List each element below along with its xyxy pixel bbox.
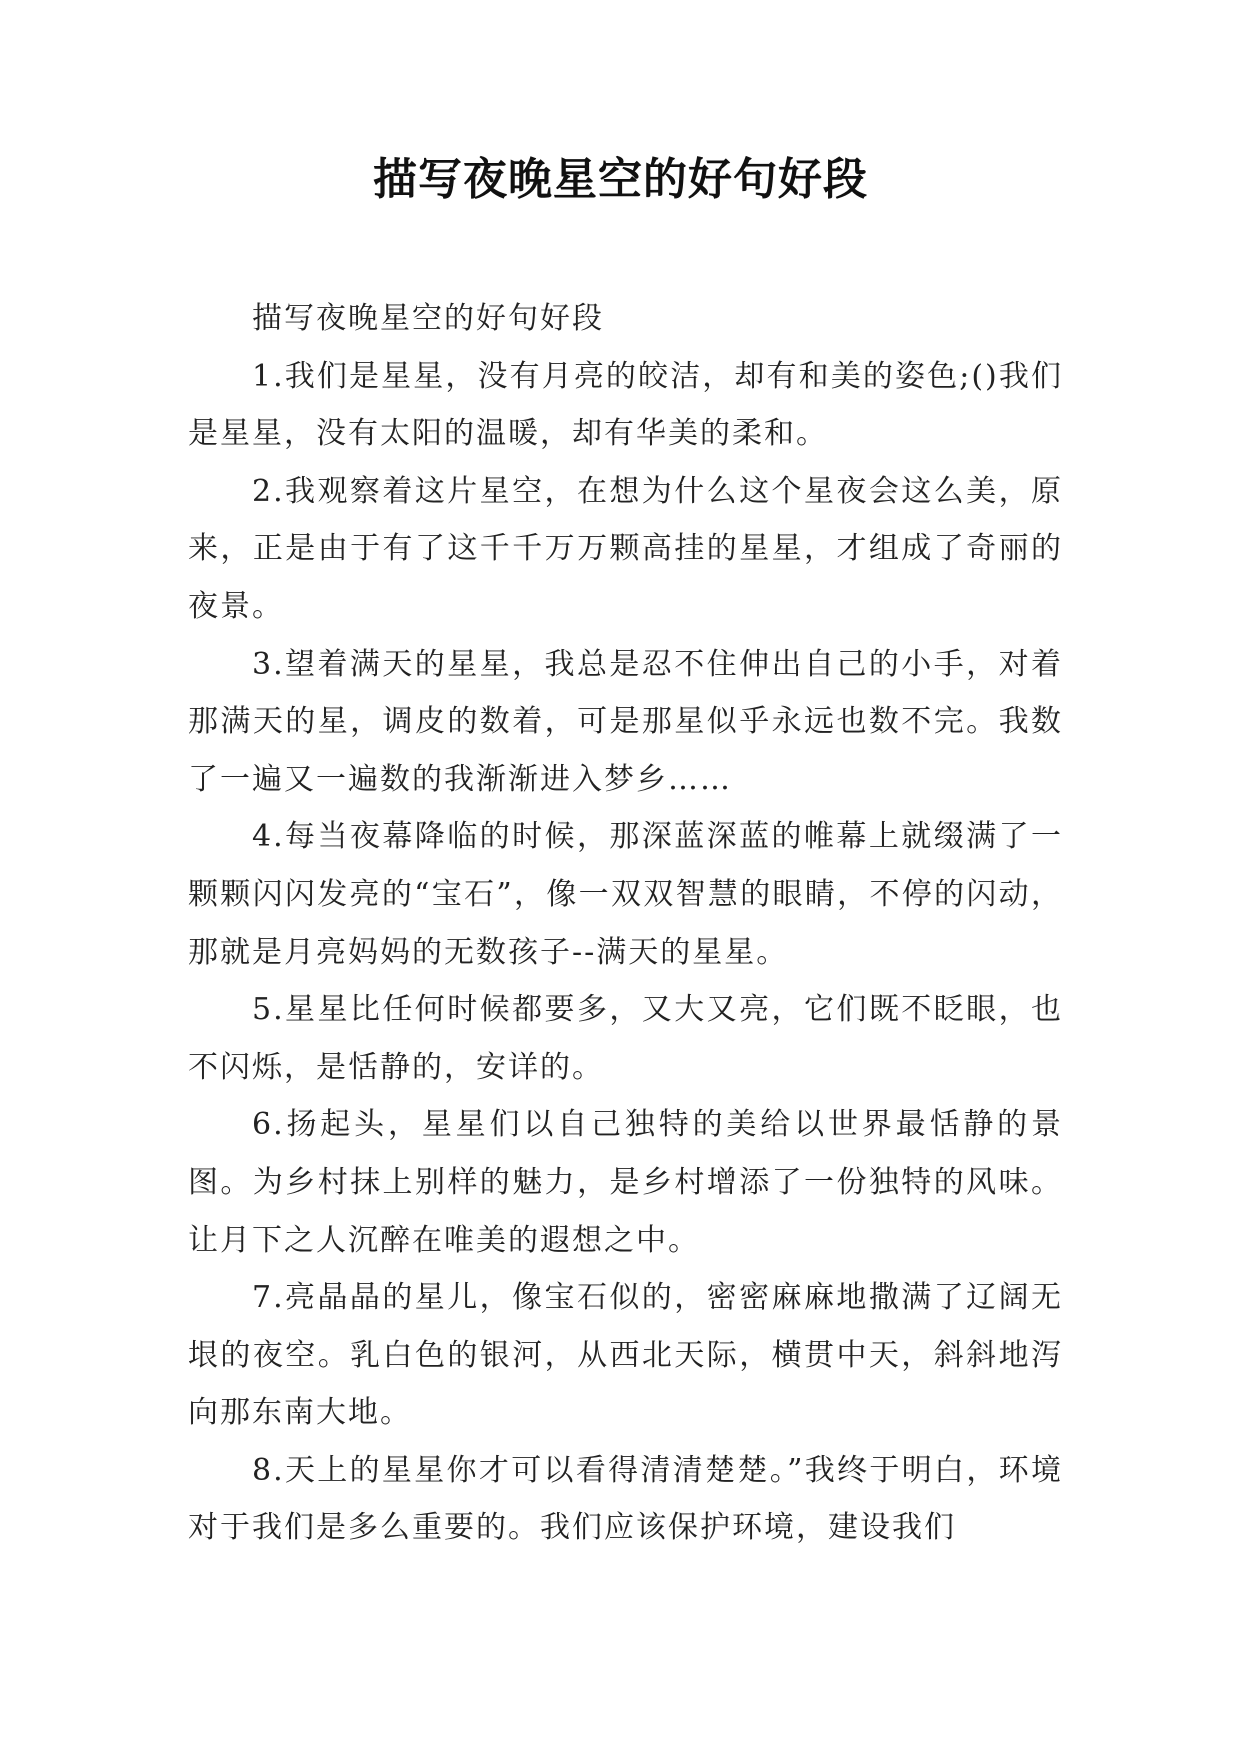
document-body <box>188 290 1063 1557</box>
paragraph-item-8: 8.天上的星星你才可以看得清清楚楚。”我终于明白，环境对于我们是多么重要的。我们应该保护环境，建设我们 <box>188 1452 1063 1546</box>
paragraph-item-6: 6.扬起头，星星们以自己独特的美给以世界最恬静的景图。为乡村抹上别样的魅力，是乡村增添了一份独特的风味。让月下之人沉醉在唯美的遐想之中。 <box>188 1107 1063 1258</box>
paragraph-item-2: 2.我观察着这片星空，在想为什么这个星夜会这么美，原来，正是由于有了这千千万万颗高挂的星星，才组成了奇丽的夜景。 <box>188 473 1063 624</box>
paragraph-item-3: 3.望着满天的星星，我总是忍不住伸出自己的小手，对着那满天的星，调皮的数着，可是那星似乎永远也数不完。我数了一遍又一遍数的我渐渐进入梦乡…… <box>188 646 1063 797</box>
paragraph-item-5: 5.星星比任何时候都要多，又大又亮，它们既不眨眼，也不闪烁，是恬静的，安详的。 <box>188 992 1063 1085</box>
paragraph-item-4: 4.每当夜幕降临的时候，那深蓝深蓝的帷幕上就缀满了一颗颗闪闪发亮的“宝石”，像一双双智慧的眼睛，不停的闪动，那就是月亮妈妈的无数孩子--满天的星星。 <box>188 819 1063 970</box>
document-title: 描写夜晚星空的好句好段 <box>373 154 868 205</box>
paragraph-item-1: 1.我们是星星，没有月亮的皎洁，却有和美的姿色;()我们是星星，没有太阳的温暖，却有华美的柔和。 <box>188 358 1063 452</box>
paragraph-item-7: 7.亮晶晶的星儿，像宝石似的，密密麻麻地撒满了辽阔无垠的夜空。乳白色的银河，从西北天际，横贯中天，斜斜地泻向那东南大地。 <box>188 1280 1063 1431</box>
paragraph-heading: 描写夜晚星空的好句好段 <box>252 301 604 336</box>
